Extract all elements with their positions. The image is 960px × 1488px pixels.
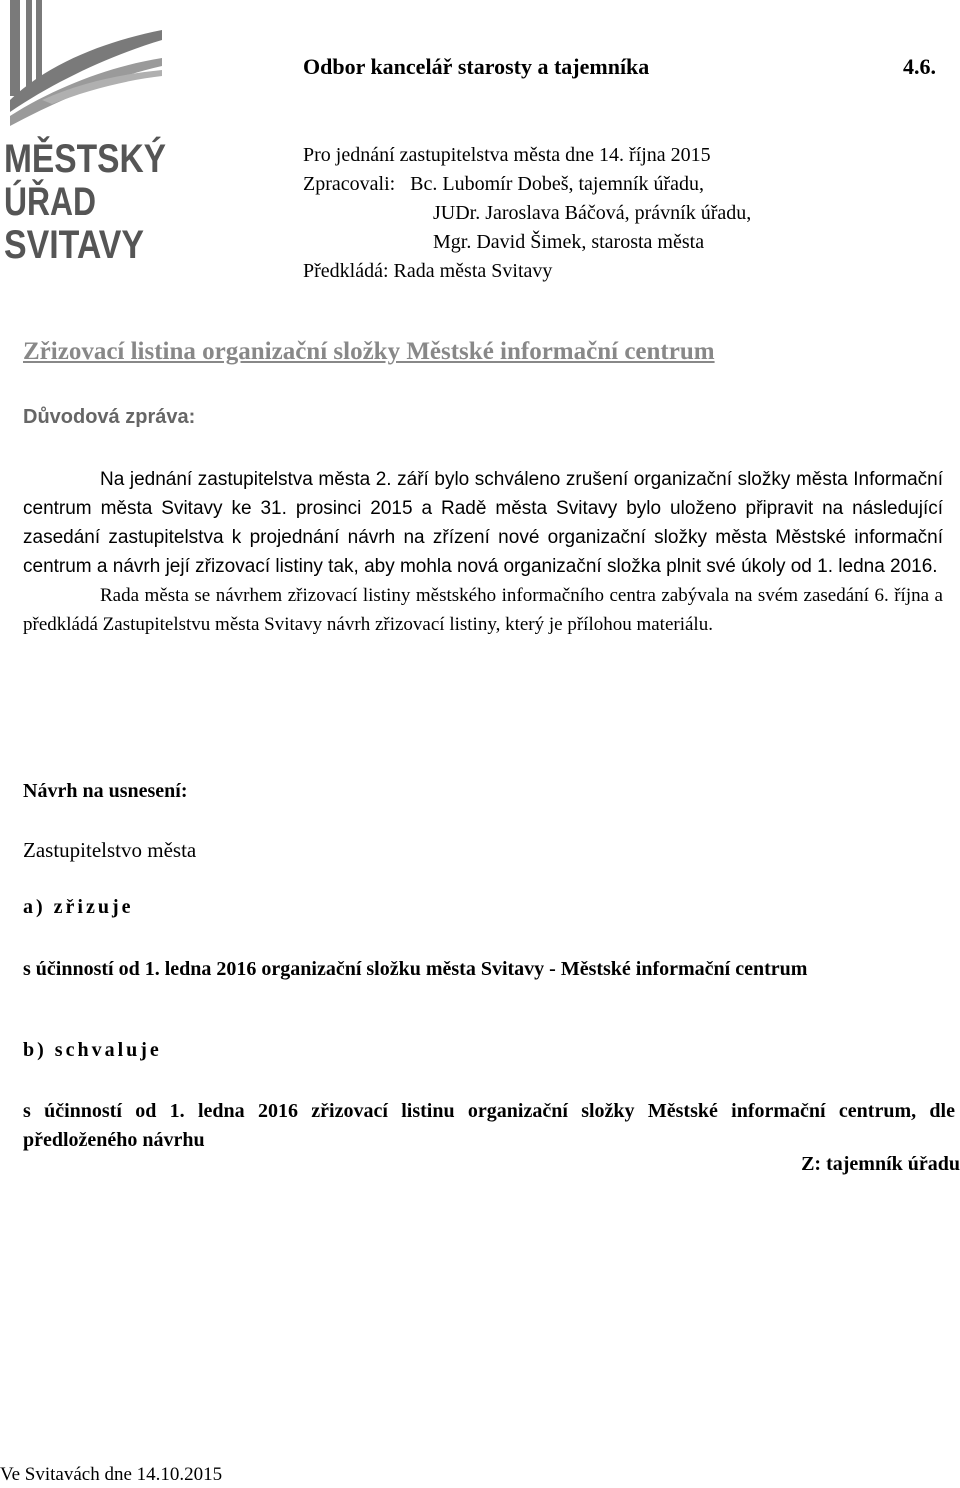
document-title: Zřizovací listina organizační složky Městské informační centrum (23, 338, 715, 365)
document-meta (303, 141, 751, 286)
prepared-by-line-1: Zpracovali: Bc. Lubomír Dobeš, tajemník úřadu, (303, 173, 705, 195)
logo-line-3: SVITAVY (4, 223, 145, 267)
reason-heading: Důvodová zpráva: (23, 406, 196, 428)
wave-emblem-icon (10, 0, 162, 126)
logo-line-1: MĚSTSKÝ (4, 137, 198, 181)
department-name: Odbor kancelář starosty a tajemníka (303, 54, 650, 79)
reason-body (23, 465, 943, 639)
resolution-council: Zastupitelstvo města (23, 838, 197, 862)
resolution-item-b-label: b) schvaluje (23, 1039, 162, 1061)
city-office-logo (2, 0, 198, 267)
prepared-by-line-3: Mgr. David Šimek, starosta města (433, 231, 705, 253)
reason-paragraph-1: Na jednání zastupitelstva města 2. září bylo schváleno zrušení organizační složky města Informační centrum města Svitavy ke 31. prosinci 2015 a Radě města Svitavy bylo uloženo připravit na následující zasedání zastupitelstva k projednání návrh na zřízení nové organizační složky města Městské informační centrum a návrh její zřizovací listiny tak, aby mohla nová organizační složka plnit své úkoly od 1. ledna 2016. (23, 469, 943, 577)
footer-place-date: Ve Svitavách dne 14.10.2015 (0, 1464, 223, 1485)
submitted-by-line: Předkládá: Rada města Svitavy (303, 260, 553, 282)
reason-paragraph-2: Rada města se návrhem zřizovací listiny městského informačního centra zabývala na svém zasedání 6. října a předkládá Zastupitelstvu města Svitavy návrh zřizovací listiny, který je přílohou materiálu. (23, 585, 943, 635)
meeting-line: Pro jednání zastupitelstva města dne 14. října 2015 (303, 144, 711, 166)
agenda-item-number: 4.6. (903, 54, 936, 79)
resolution-item-b-text: s účinností od 1. ledna 2016 zřizovací listinu organizační složky Městské informační centrum, dle předloženého návrhu (23, 1100, 955, 1151)
resolution-item-a-label: a) zřizuje (23, 896, 134, 918)
resolution-item-a-text: s účinností od 1. ledna 2016 organizační složku města Svitavy - Městské informační centrum (23, 958, 808, 980)
prepared-by-line-2: JUDr. Jaroslava Báčová, právník úřadu, (433, 202, 752, 224)
resolution-heading: Návrh na usnesení: (23, 780, 188, 802)
responsible-person: Z: tajemník úřadu (801, 1153, 960, 1175)
logo-line-2: ÚŘAD (4, 180, 120, 224)
